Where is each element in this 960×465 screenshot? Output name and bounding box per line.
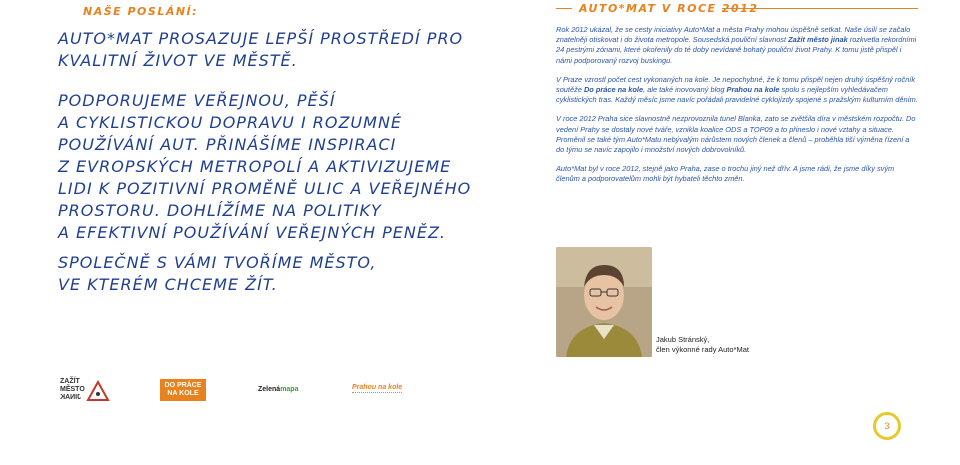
mission-line: PODPORUJEME VEŘEJNOU, PĚŠÍ <box>58 91 336 110</box>
mission-line: Z EVROPSKÝCH METROPOLÍ A AKTIVIZUJEME <box>58 157 452 176</box>
heading-rule-right <box>722 8 918 9</box>
year-report <box>556 25 918 194</box>
mission-heading: NAŠE POSLÁNÍ: <box>83 5 199 18</box>
portrait-illustration <box>556 247 652 357</box>
photo-caption <box>656 335 749 355</box>
report-paragraph-1: Rok 2012 ukázal, že se cesty iniciativy Auto*Mat a města Prahy mohou úspěšně setkat. Naše úsilí se začalo znatelněji otiskovat i do života metropole. Sousedská pouliční slavnost Zažít město jinak rozkvetla rekordními 24 pestrými zónami, které okořenily do té doby nevídaně bohatý pouliční život Prahy. K tomu jistě přispěl i námi podporovaný rozvoj buskingu. <box>556 25 917 65</box>
zelena-mapa-logo[interactable]: Zelenámapa <box>258 386 299 393</box>
mission-line: A EFEKTIVNÍ POUŽÍVÁNÍ VEŘEJNÝCH PENĚZ. <box>58 223 446 242</box>
report-paragraph-3: V roce 2012 Praha sice slavnostně nezprovoznila tunel Blanka, zato se zvětšila díra v městském rozpočtu. Do vedení Prahy se dostaly nové tváře, vznikla koalice ODS a TOP09 a to přineslo i nové vztahy a situace. Proměnil se také tým Auto*Matu nebývalým nárůstem nových členek a členů – proběhla tiší výměna řízení a do týmu se navíc zapojilo i množství nových dobrovolníků. <box>556 114 916 155</box>
blog-link-prahou[interactable]: Prahou na kole <box>726 85 780 95</box>
caption-role: člen výkonné rady Auto*Mat <box>656 345 749 354</box>
heading-rule-left <box>556 8 572 9</box>
report-paragraph-4: Auto*Mat byl v roce 2012, stejně jako Praha, zase o trochu jiný než dřív. A jsme rádi, že jsme díky svým členům a podporovatelům mohli být hybateli těchto změn. <box>556 164 895 184</box>
do-prace-na-kole-logo[interactable]: DO PRÁCE NA KOLE <box>160 379 206 401</box>
page-number-badge: 3 <box>873 412 901 440</box>
mission-line: KVALITNÍ ŽIVOT VE MĚSTĚ. <box>58 51 298 70</box>
mission-line: A CYKLISTICKOU DOPRAVU I ROZUMNÉ <box>58 113 403 132</box>
mission-line: SPOLEČNĚ S VÁMI TVOŘÍME MĚSTO, <box>58 253 377 272</box>
prahou-na-kole-logo[interactable]: Prahou na kole <box>352 384 403 391</box>
event-link-zazit[interactable]: Zažít město jinak <box>788 35 848 45</box>
mission-line: PROSTORU. DOHLÍŽÍME NA POLITIKY <box>58 201 382 220</box>
event-link-dpnk[interactable]: Do práce na kole <box>583 85 644 95</box>
mission-line: AUTO*MAT PROSAZUJE LEPŠÍ PROSTŘEDÍ PRO <box>58 29 464 48</box>
mission-statement-2 <box>58 90 498 244</box>
mission-line: POUŽÍVÁNÍ AUT. PŘINÁŠÍME INSPIRACI <box>58 135 397 154</box>
mission-statement-3 <box>58 252 498 296</box>
triangle-sign-icon <box>86 380 110 402</box>
mission-line: LIDI K POZITIVNÍ PROMĚNĚ ULIC A VEŘEJNÉHO <box>58 179 472 198</box>
zazit-mesto-jinak-logo[interactable]: ZAŽÍT MĚSTO JINAK <box>60 378 110 404</box>
year-heading: AUTO*MAT V ROCE 2012 <box>579 2 759 15</box>
mission-statement-1 <box>58 28 498 72</box>
mission-line: VE KTERÉM CHCEME ŽÍT. <box>58 275 278 294</box>
report-paragraph-2: V Praze vzrostl počet cest vykonaných na kole. Je nepochybné, že k tomu přispěl nejen druhý úspěšný ročník soutěže Do práce na kole, ale také inovovaný blog Prahou na kole spolu s nejlepším vyhledávačem cyklistických tras. Každý měsíc jsme navíc pořádali pravidelné cyklojízdy spojené s pražským kulturním děním. <box>556 74 918 105</box>
portrait-photo <box>556 247 652 357</box>
caption-name: Jakub Stránský, <box>656 335 710 344</box>
